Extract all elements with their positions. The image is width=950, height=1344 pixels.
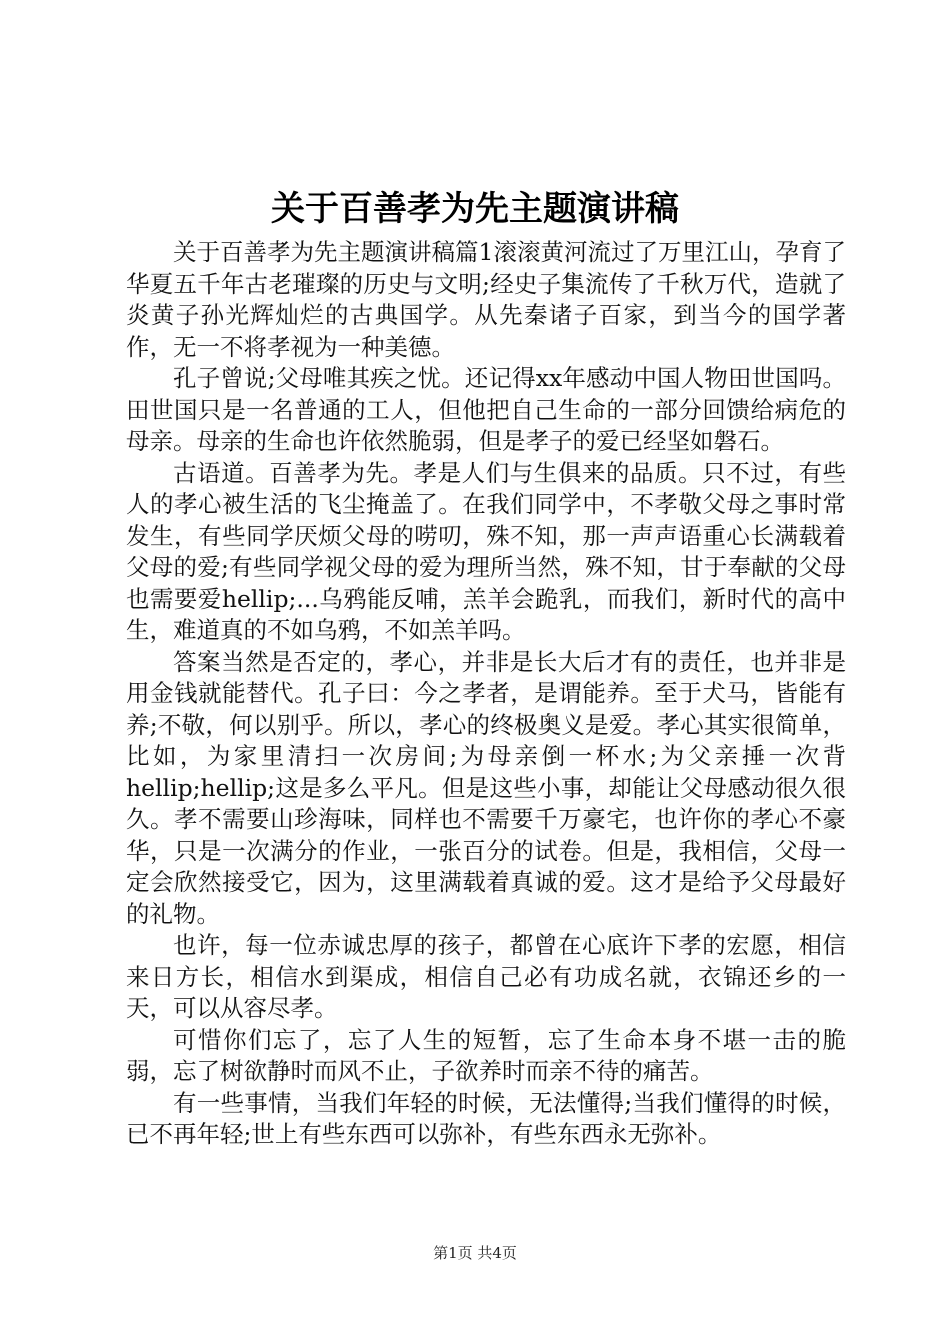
paragraph: 答案当然是否定的，孝心，并非是长大后才有的责任，也并非是用金钱就能替代。孔子曰：今之孝者，是谓能养。至于犬马，皆能有养;不敬，何以别乎。所以，孝心的终极奥义是爱。孝心其实很简单，比如，为家里清扫一次房间;为母亲倒一杯水;为父亲捶一次背hellip;hellip;这是多么平凡。但是这些小事，却能让父母感动很久很久。孝不需要山珍海味，同样也不需要千万豪宅，也许你的孝心不豪华，只是一次满分的作业，一张百分的试卷。但是，我相信，父母一定会欣然接受它，因为，这里满载着真诚的爱。这才是给予父母最好的礼物。 [126,647,846,928]
paragraph: 也许，每一位赤诚忠厚的孩子，都曾在心底许下孝的宏愿，相信来日方长，相信水到渠成，相信自己必有功成名就，衣锦还乡的一天，可以从容尽孝。 [126,931,846,1022]
paragraph: 可惜你们忘了，忘了人生的短暂，忘了生命本身不堪一击的脆弱，忘了树欲静时而风不止，子欲养时而亲不待的痛苦。 [126,1025,846,1085]
paragraph: 关于百善孝为先主题演讲稿篇1滚滚黄河流过了万里江山，孕育了华夏五千年古老璀璨的历史与文明;经史子集流传了千秋万代，造就了炎黄子孙光辉灿烂的古典国学。从先秦诸子百家，到当今的国学著作，无一不将孝视为一种美德。 [126,238,846,361]
document-body [126,237,846,1151]
document-title: 关于百善孝为先主题演讲稿 [271,189,679,229]
paragraph: 有一些事情，当我们年轻的时候，无法懂得;当我们懂得的时候，已不再年轻;世上有些东西可以弥补，有些东西永无弥补。 [126,1088,846,1148]
paragraph: 孔子曾说;父母唯其疾之忧。还记得xx年感动中国人物田世国吗。田世国只是一名普通的工人，但他把自己生命的一部分回馈给病危的母亲。母亲的生命也许依然脆弱，但是孝子的爱已经坚如磐石。 [126,364,846,455]
paragraph: 古语道。百善孝为先。孝是人们与生俱来的品质。只不过，有些人的孝心被生活的飞尘掩盖了。在我们同学中，不孝敬父母之事时常发生，有些同学厌烦父母的唠叨，殊不知，那一声声语重心长满载着父母的爱;有些同学视父母的爱为理所当然，殊不知，甘于奉献的父母也需要爱hellip;...乌鸦能反哺，羔羊会跪乳，而我们，新时代的高中生，难道真的不如乌鸦，不如羔羊吗。 [126,458,846,644]
page-footer: 第1页 共4页 [433,1244,517,1262]
